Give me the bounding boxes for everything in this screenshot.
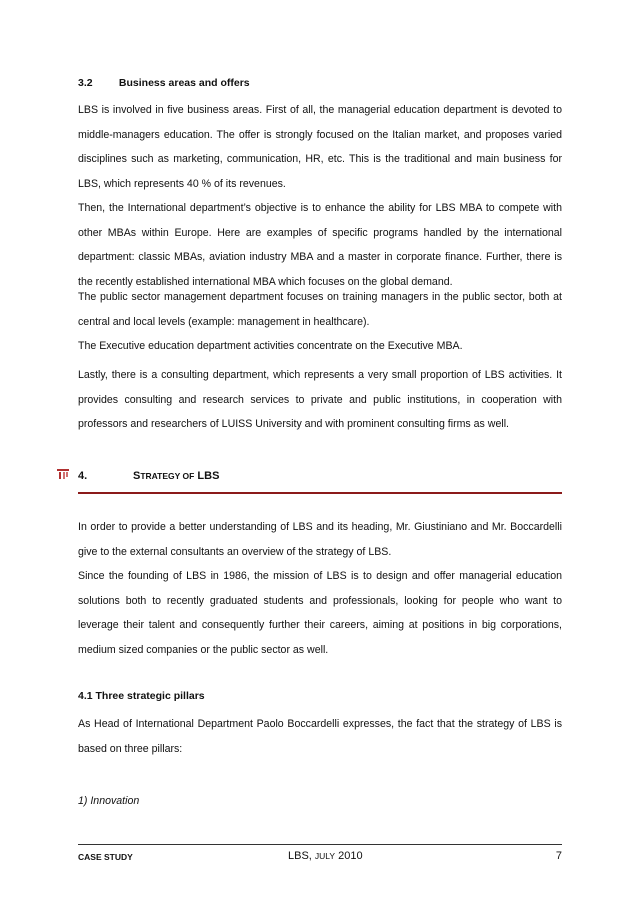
section-marker-icon xyxy=(57,469,69,479)
section-4-heading xyxy=(78,470,562,482)
section-title-suffix: LBS xyxy=(197,470,220,482)
section-3-2-heading xyxy=(78,77,250,89)
page-number: 7 xyxy=(555,850,562,862)
paragraph-consulting: Lastly, there is a consulting department, which represents a very small proportion of LBS activities. It provides consulting and research services to private and public institutions, in cooperation with professors and researchers of LUISS University and with prominent consulting firms as well. xyxy=(78,369,562,430)
footer-divider xyxy=(78,844,562,845)
section-title-smallcaps: TRATEGY OF xyxy=(140,471,195,481)
section-title: Business areas and offers xyxy=(118,77,250,89)
section-number: 4. xyxy=(78,470,88,482)
section-title-initial: S xyxy=(133,470,141,482)
footer-month: JULY xyxy=(314,851,336,861)
footer-doc-type: CASE STUDY xyxy=(78,852,133,862)
footer-year: 2010 xyxy=(338,850,363,862)
paragraph-executive-education: The Executive education department activities concentrate on the Executive MBA. xyxy=(78,340,463,352)
section-divider xyxy=(78,492,562,494)
paragraph-international-department: Then, the International department’s objective is to enhance the ability for LBS MBA to compete with other MBAs within Europe. Here are examples of specific programs handled by the international department: classic MBAs, aviation industry MBA and a master in corporate finance. Further, there is the recently established international MBA which focuses on the global demand. xyxy=(78,202,562,288)
paragraph-public-sector: The public sector management department focuses on training managers in the public sector, both at central and local levels (example: management in healthcare). xyxy=(78,291,562,328)
footer-date xyxy=(288,850,363,862)
paragraph-business-areas: LBS is involved in five business areas. First of all, the managerial education department is devoted to middle-managers education. The offer is strongly focused on the Italian market, and proposes varied disciplines such as marketing, communication, HR, etc. This is the traditional and main business for LBS, which represents 40 % of its revenues. xyxy=(78,104,562,190)
section-number: 3.2 xyxy=(78,77,93,89)
paragraph-pillars-intro: As Head of International Department Paolo Boccardelli expresses, the fact that the strategy of LBS is based on three pillars: xyxy=(78,718,562,755)
footer-org: LBS, xyxy=(288,850,312,862)
paragraph-strategy-overview: In order to provide a better understanding of LBS and its heading, Mr. Giustiniano and Mr. Boccardelli give to the external consultants an overview of the strategy of LBS. xyxy=(78,521,562,558)
paragraph-mission: Since the founding of LBS in 1986, the mission of LBS is to design and offer managerial education solutions both to recently graduated students and professionals, looking for people who want to leverage their talent and consequently further their careers, aiming at positions in big corporations, medium sized companies or the public sector as well. xyxy=(78,570,562,656)
section-4-1-heading: 4.1 Three strategic pillars xyxy=(78,690,205,702)
pillar-item-innovation: 1) Innovation xyxy=(78,795,140,807)
